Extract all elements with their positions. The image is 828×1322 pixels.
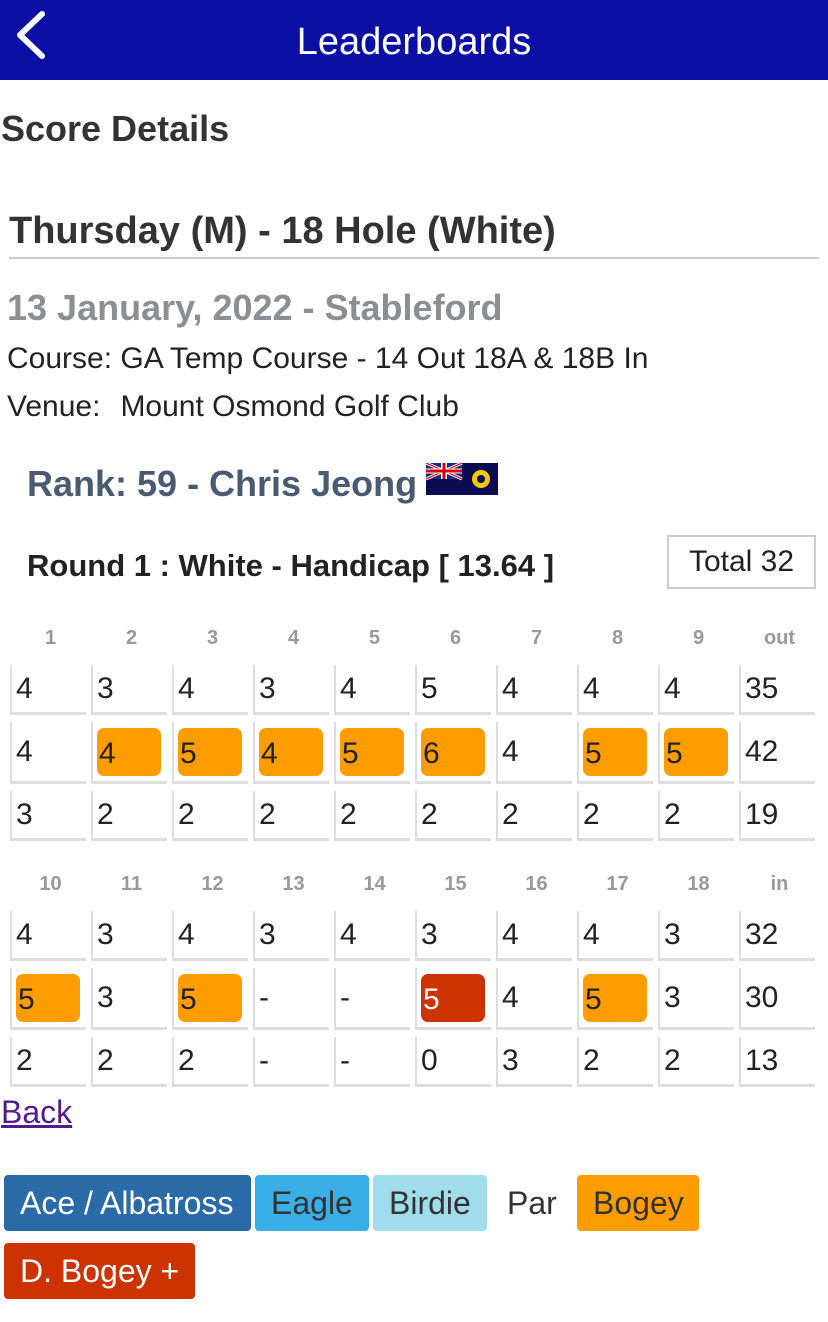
par-cell: 3 [253,665,329,715]
course-label: Course: [7,342,113,375]
par-cell: 4 [10,665,86,715]
bogey-badge: 5 [178,974,242,1022]
par-cell: 4 [496,665,572,715]
nav-title: Leaderboards [296,21,532,63]
stroke-cell [172,722,248,784]
back-points-row [10,1037,818,1087]
par-cell: 3 [415,911,491,961]
points-cell: - [253,1037,329,1087]
hole-number: 4 [287,627,300,649]
hole-number: 13 [282,873,305,895]
par-cell: 4 [658,665,734,715]
stroke-cell [577,968,653,1030]
stroke-in-total: 30 [739,968,815,1030]
back-nine-header [10,873,818,903]
par-out-total: 35 [739,665,815,715]
par-cell: 4 [172,665,248,715]
stroke-cell: - [334,968,410,1030]
points-cell: 2 [658,1037,734,1087]
hole-number: 10 [39,873,62,895]
points-cell: 2 [577,1037,653,1087]
stroke-cell [10,968,86,1030]
par-cell: 3 [91,911,167,961]
total-score-box: Total 32 [667,535,816,589]
course-line [7,342,648,376]
stroke-cell: - [253,968,329,1030]
points-cell: 3 [496,1037,572,1087]
points-out-total: 19 [739,791,815,841]
points-cell: 2 [172,1037,248,1087]
par-cell: 3 [91,665,167,715]
bogey-badge: 5 [16,974,80,1022]
points-cell: 2 [91,791,167,841]
par-cell: 3 [253,911,329,961]
hole-number: 8 [611,627,624,649]
stroke-cell [415,722,491,784]
hole-number: 14 [363,873,386,895]
hole-number: 3 [206,627,219,649]
hole-number: 5 [368,627,381,649]
points-cell: 2 [253,791,329,841]
stroke-cell: 4 [10,722,86,784]
points-cell: 2 [415,791,491,841]
hole-number: 11 [120,873,143,895]
points-cell: 2 [496,791,572,841]
back-link[interactable]: Back [1,1094,73,1130]
front-strokes-row [10,722,818,784]
hole-number: 7 [530,627,543,649]
points-cell: 2 [334,791,410,841]
par-cell: 4 [577,665,653,715]
stroke-cell [658,722,734,784]
hole-number: 12 [201,873,224,895]
hole-number: 2 [125,627,138,649]
points-cell: 2 [577,791,653,841]
par-cell: 4 [10,911,86,961]
bogey-badge: 5 [664,728,728,776]
front-points-row [10,791,818,841]
par-cell: 5 [415,665,491,715]
back-strokes-row [10,968,818,1030]
venue-label: Venue: [7,390,101,423]
stroke-cell: 3 [658,968,734,1030]
points-cell: 2 [10,1037,86,1087]
bogey-badge: 5 [178,728,242,776]
navigation-bar [0,0,828,80]
stroke-cell: 3 [91,968,167,1030]
legend-eagle: Eagle [255,1175,369,1231]
points-cell: - [334,1037,410,1087]
stroke-cell [334,722,410,784]
hole-number: 9 [692,627,705,649]
hole-number: 17 [606,873,629,895]
round-info: Round 1 : White - Handicap [ 13.64 ] [27,548,555,583]
hole-number: 15 [444,873,467,895]
stroke-cell [253,722,329,784]
bogey-badge: 5 [583,974,647,1022]
legend-bogey: Bogey [577,1175,699,1231]
points-cell: 2 [91,1037,167,1087]
competition-title: Thursday (M) - 18 Hole (White) [9,210,819,259]
hole-number: 18 [687,873,710,895]
par-cell: 3 [658,911,734,961]
par-cell: 4 [577,911,653,961]
front-nine-header [10,627,818,657]
bogey-badge: 6 [421,728,485,776]
bogey-badge: 4 [97,728,161,776]
par-cell: 4 [172,911,248,961]
stroke-cell [577,722,653,784]
front-par-row [10,665,818,715]
legend-par: Par [507,1185,557,1221]
hole-number: 6 [449,627,462,649]
venue-value: Mount Osmond Golf Club [120,390,459,423]
player-rank: Rank: 59 - Chris Jeong [27,463,418,504]
par-cell: 4 [496,911,572,961]
par-cell: 4 [334,911,410,961]
back-par-row [10,911,818,961]
double-bogey-badge: 5 [421,974,485,1022]
legend-ace-albatross: Ace / Albatross [4,1175,251,1231]
bogey-badge: 4 [259,728,323,776]
par-cell: 4 [334,665,410,715]
points-cell: 3 [10,791,86,841]
stroke-cell: 4 [496,968,572,1030]
points-cell: 2 [172,791,248,841]
hole-number: 1 [44,627,57,649]
legend-double-bogey: D. Bogey + [4,1243,195,1299]
date-format-line: 13 January, 2022 - Stableford [7,287,503,328]
out-label: out [763,627,796,649]
stroke-cell [172,968,248,1030]
points-cell: 0 [415,1037,491,1087]
stroke-cell [415,968,491,1030]
course-value: GA Temp Course - 14 Out 18A & 18B In [120,342,649,375]
points-in-total: 13 [739,1037,815,1087]
stroke-cell [91,722,167,784]
bogey-badge: 5 [583,728,647,776]
points-cell: 2 [658,791,734,841]
state-flag-icon [426,463,498,495]
stroke-cell: 4 [496,722,572,784]
in-label: in [770,873,789,895]
page-title: Score Details [1,108,230,149]
bogey-badge: 5 [340,728,404,776]
legend-birdie: Birdie [373,1175,487,1231]
stroke-out-total: 42 [739,722,815,784]
par-in-total: 32 [739,911,815,961]
venue-line [7,390,459,424]
hole-number: 16 [525,873,548,895]
